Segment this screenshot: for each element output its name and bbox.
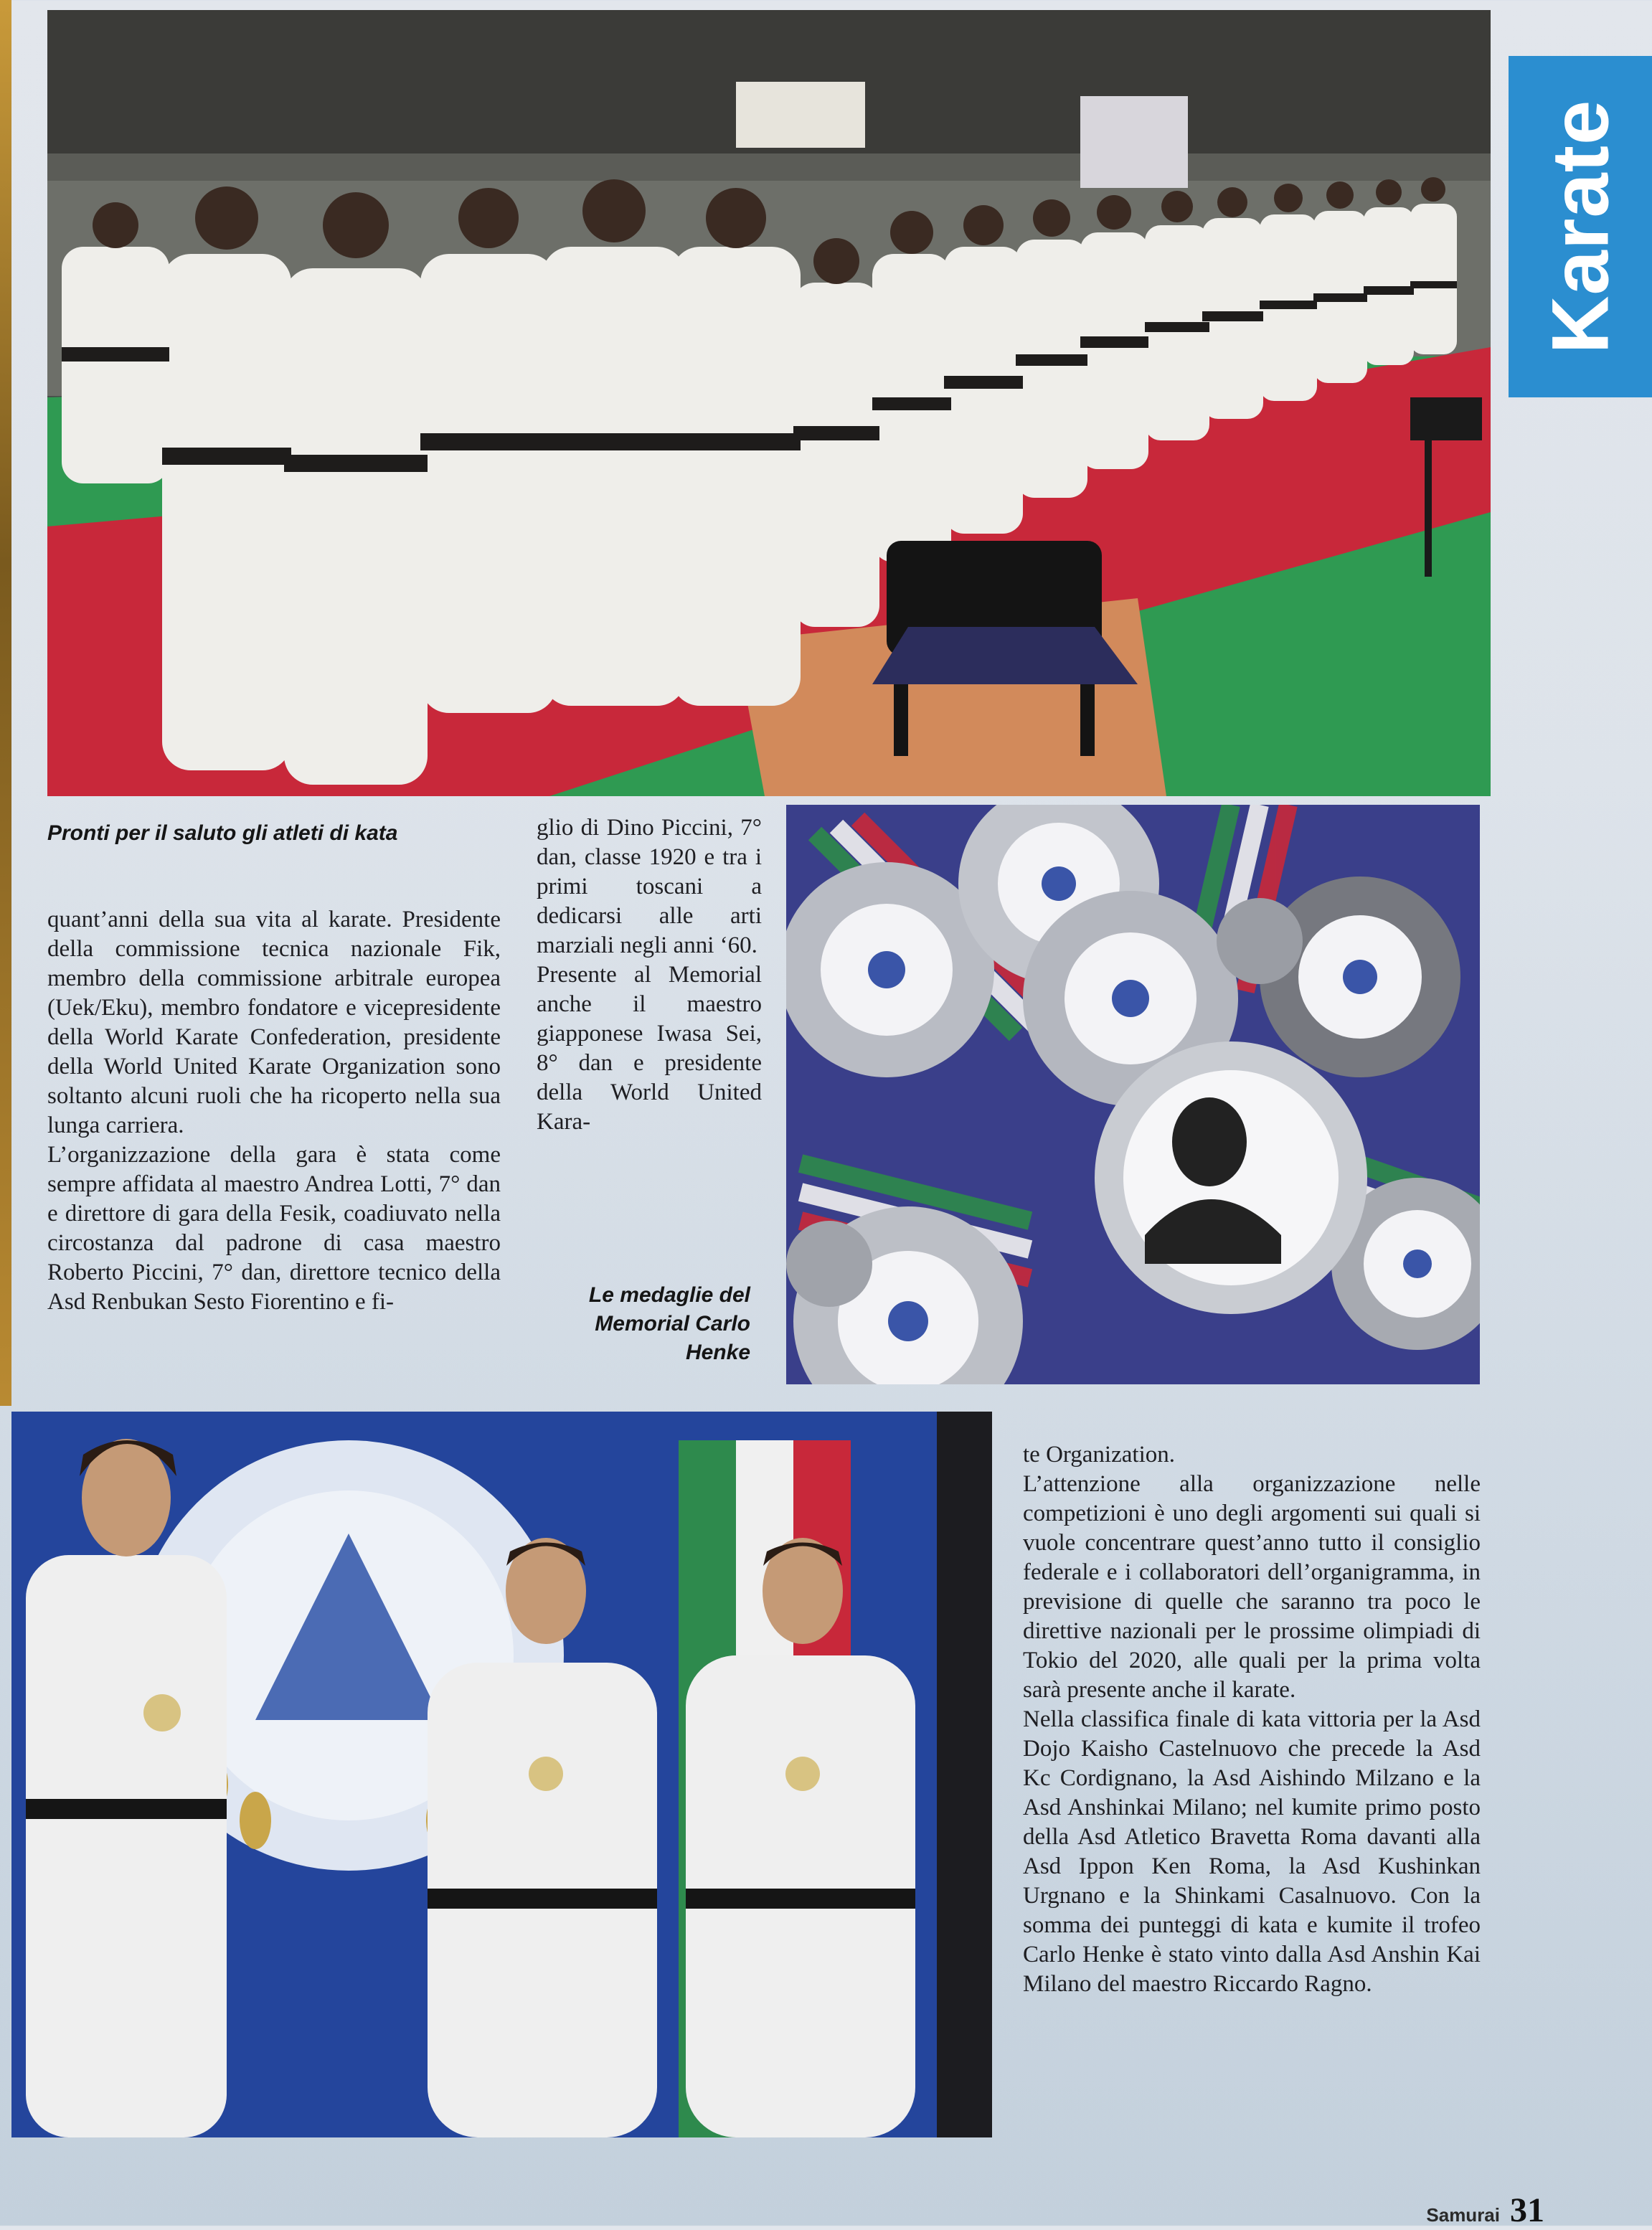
caption-line: Le medaglie del <box>588 1283 750 1307</box>
photo-podium <box>11 1412 992 2137</box>
paragraph: Nella classifica finale di kata vittoria per la Asd Dojo Kaisho Castelnuovo che precede la Asd Kc Cordignano, la Asd Aishindo Milzano e la Asd Anshinkai Milano; nel kumite primo posto della Asd Atletico Bravetta Roma davanti alla Asd Ippon Ken Roma, la Asd Kushinkan Urgnano e la Shinkami Casalnuovo. Con la somma dei punteggi di kata e kumite il trofeo Carlo Henke è stato vinto dalla Asd Anshin Kai Milano del maestro Riccardo Ragno. <box>1023 1706 1481 1997</box>
paragraph: Presente al Memorial anche il maestro giapponese Iwasa Sei, 8° dan e presidente della World United Kara- <box>537 962 762 1135</box>
paragraph: glio di Dino Piccini, 7° dan, classe 1920 e tra i primi toscani a dedicarsi alle arti marziali negli anni ‘60. <box>537 815 762 958</box>
article-column-3 <box>1023 1440 1481 1999</box>
photo-podium-illustration <box>11 1412 992 2137</box>
section-tab-karate <box>1509 56 1652 397</box>
caption-line: Memorial Carlo <box>595 1312 750 1336</box>
photo-caption-medals <box>545 1281 750 1367</box>
paragraph: te Organization. <box>1023 1442 1175 1468</box>
article-column-1 <box>47 905 501 1317</box>
magazine-name: Samurai <box>1426 2204 1500 2226</box>
page-edge-strip <box>0 0 11 1406</box>
photo-kata-athletes-illustration <box>47 10 1491 796</box>
article-column-2 <box>537 813 762 1137</box>
paragraph: L’organizzazione della gara è stata come sempre affidata al maestro Andrea Lotti, 7° dan e direttore di gara della Fesik, coadiuvato nella circostanza dal padrone di casa maestro Roberto Piccini, 7° dan, direttore tecnico della Asd Renbukan Sesto Fiorentino e fi- <box>47 1142 501 1315</box>
photo-caption-kata: Pronti per il saluto gli atleti di kata <box>47 821 398 845</box>
section-tab-label: Karate <box>1535 99 1625 354</box>
caption-line: Henke <box>685 1341 750 1364</box>
photo-kata-athletes <box>47 10 1491 796</box>
paragraph: L’attenzione alla organizzazione nelle competizioni è uno degli argomenti sui quali si vuole concentrare quest’anno tutto il consiglio federale e i collaboratori dell’organigramma, in previsione di quelle che saranno tra poco le direttive nazionali per le prossime olimpiadi di Tokio del 2020, alle quali per la prima volta sarà presente anche il karate. <box>1023 1471 1481 1703</box>
page-number: 31 <box>1510 2191 1544 2229</box>
photo-medals <box>786 805 1480 1384</box>
page-footer <box>1426 2191 1544 2230</box>
paragraph: quant’anni della sua vita al karate. Presidente della commissione tecnica nazionale Fik, membro della commissione arbitrale europea (Uek/Eku), membro fondatore e vicepresidente della World Karate Confederation, presidente della World United Karate Organization sono soltanto alcuni ruoli che ha ricoperto nella sua lunga carriera. <box>47 907 501 1138</box>
photo-medals-illustration <box>786 805 1480 1384</box>
